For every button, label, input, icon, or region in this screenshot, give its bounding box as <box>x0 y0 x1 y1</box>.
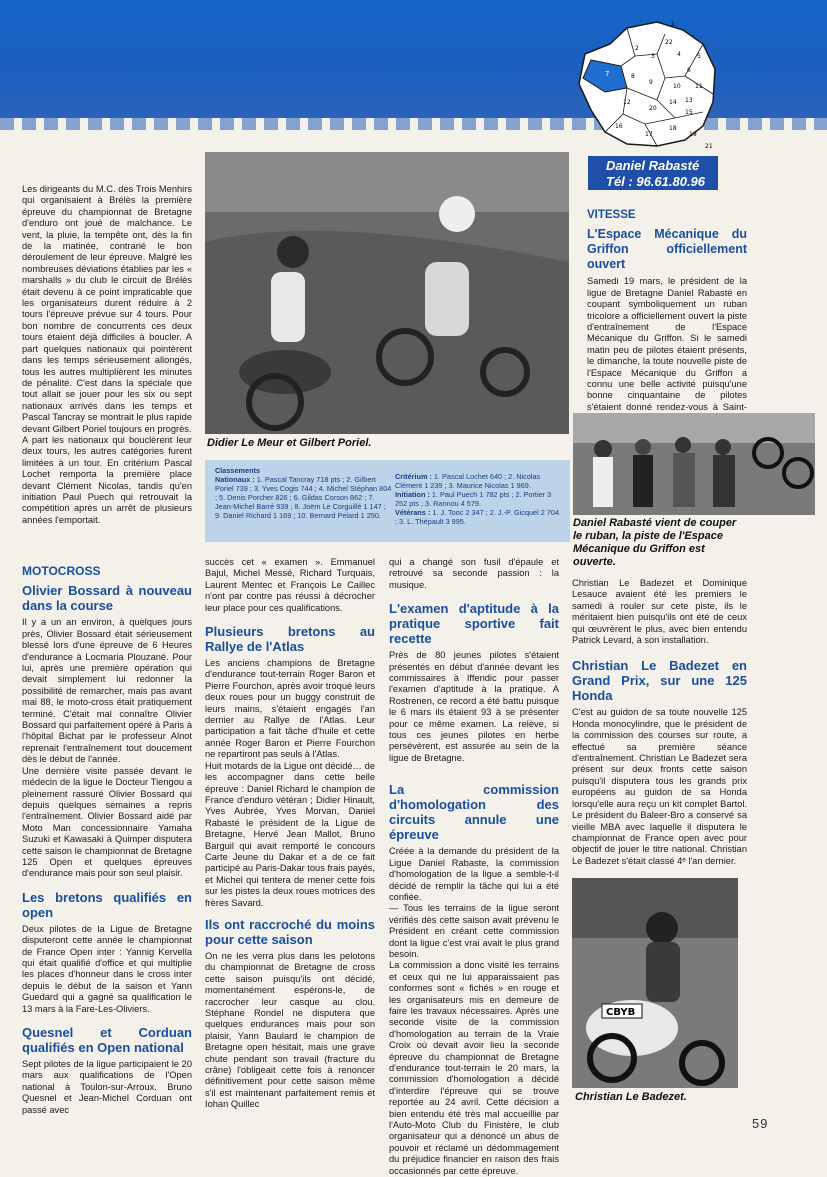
map-region-label: 12 <box>623 99 631 106</box>
map-region-label: 20 <box>649 105 657 112</box>
atlas-title: Plusieurs bretons au Rallye de l'Atlas <box>205 624 375 655</box>
results-label: Vétérans : <box>395 508 431 517</box>
map-region-label: 13 <box>685 97 693 104</box>
map-region-label: 18 <box>669 125 677 132</box>
ribbon-photo-caption: Daniel Rabasté vient de couper le ruban, la piste de l'Espace Mécanique du Griffon est ouverte. <box>573 517 737 568</box>
map-region-label: 16 <box>615 123 623 130</box>
quillec-text: qui a changé son fusil d'épaule et retrouvé sa seconde passion : la musique. <box>389 557 559 590</box>
bajul-text: succès cet « examen ». Emmanuel Bajul, Michel Messé, Richard Turquais, Laurent Mentec et François Le Caillec n'ont par contre pas réussi à décrocher leur place pour ces qualifications. <box>205 557 375 613</box>
contact-name: Daniel Rabasté <box>606 158 700 173</box>
bossard-text-2: Une dernière visite passée devant le médecin de la ligue le Docteur Tiengou a pleinement rassuré Olivier Bossard qui depuis quelques semaines a repris l'entraînement. Olivier Bossard aidé par Moto Man concessionnaire Yamaha Suzuki et Kawasaki à Quimper disputera cette saison le championnat de Bretagne 125 Open et quelques épreuves d'endurance mais pour son seul plaisir. <box>22 765 192 879</box>
results-label: Initiation : <box>395 490 430 499</box>
intro-column <box>22 184 192 526</box>
results-label: Critérium : <box>395 472 432 481</box>
map-region-label: 4 <box>677 51 681 58</box>
contact-badge <box>588 156 718 190</box>
bossard-text: Il y a un an environ, à quelques jours près, Olivier Bossard était sérieusement blessé lors d'une épreuve de 6 Heures d'endurance à Locmaria Plouzané. Pour lui, après une première opération qui devait simplement lui redonner la possibilité de remarcher, mais pas avant mai 88, le moto-cross était pratiquement terminé. C'était mal connaître Olivier Bossard qui parfaitement opéré à Paris à l'hôpital Bichat par le professeur Alnot reprenait l'entraînement tout doucement dès le début de l'année. <box>22 617 192 765</box>
middle-column <box>205 557 375 1111</box>
map-region-label: 21 <box>705 143 713 150</box>
contact-phone: Tél : 96.61.80.96 <box>606 174 706 189</box>
quesnel-title: Quesnel et Corduan qualifiés en Open national <box>22 1025 192 1055</box>
map-region-label: 11 <box>695 83 703 90</box>
atlas-text-2: Huit motards de la Ligue ont décidé… de les accompagner dans cette belle épreuve : Daniel Richard le champion de France d'enduro vétéran ; Didier Hinault, Yves Aubrée, Yves Morvan, Daniel Rabasté le président de la Ligue de Bretagne, Hervé Jean Mallot, Bruno Barguil qui avait remporté le concours Carte Jeune du Dakar et a de ce fait participé au Paris-Dakar tous frais payés, et Michel qui tentera de mener cette fois sur les pistes la deux roues motrices des frères Savard. <box>205 760 375 908</box>
results-title: Classements <box>215 466 261 475</box>
badezet-text: C'est au guidon de sa toute nouvelle 125 Honda monocylindre, que le président de la commission des courses sur route, a effectué sa première séance d'entraînement. Christian Le Badezet sera présent sur deux fronts cette saison puisqu'il disputera tous les grands prix européens au guidon de sa Honda lorsqu'elle aura reçu un kit complet Bartol. Le président du Baleer-Bro a conservé sa vieille MBA avec laquelle il disputera le championnat de France open avec pour objectif de jouer le titre national. Christian Le Badezet s'était classé 4ᵉ l'an dernier. <box>572 707 747 866</box>
map-region-label: 19 <box>689 131 697 138</box>
page-number: 59 <box>752 1116 769 1131</box>
homologation-text-3: La commission a donc visité les terrains et ceux qui ne lui apparaissaient pas conformes sont « fichés » en rouge et les organisateurs mis en demeure de faire les travaux nécessaires. Après une seconde visite de la commission d'homologation au terrain de la Vraie Croix où devait avoir lieu la seconde épreuve du championnat de Bretagne d'endurance tout-terrain le 20 mars, la commission d'homologation a décidé d'interdire l'épreuve qui se trouve reportée au 24 avril. Cette décision a bien entendu été très mal accueillie par l'Auto-Moto Club du Finistère, le club organisateur qui a dénoncé un abus de pouvoir et réclamé un dédommagement du préjudice financier en raison des frais occasionnés par cette épreuve. <box>389 960 559 1176</box>
map-region-label: 1 <box>671 21 675 28</box>
badezet-photo <box>572 878 738 1088</box>
map-region-label: 15 <box>685 109 693 116</box>
map-region-label: 3 <box>651 53 655 60</box>
vitesse-column-2 <box>572 578 747 867</box>
intro-text-2: A part les nationaux qui bouclèrent leur deux tours, les autres catégories furent limitées à un tour. En critérium Pascal Lochet remporta la première place devant Clément Nicolas, tandis qu'en initiation Paul Puech qui retrouvait la compétition après un arrêt de plusieurs années l'emportait. <box>22 434 192 525</box>
bossard-title: Olivier Bossard à nouveau dans la course <box>22 583 192 614</box>
results-initiation: 1. Paul Puech 1 782 pts ; 2. Portier 3 252 pts ; 3. Rannou 4 579. <box>395 490 552 508</box>
open-text: Deux pilotes de la Ligue de Bretagne disputeront cette année le championnat de France Open inter : Yannig Kervella qui était qualifié d'office et qui multiplie les places d'honneur dans le cross inter depuis le début de la saison et Yann Guedard qui a gagné sa qualification le 13 mars à la Fare-Les-Oliviers. <box>22 923 192 1014</box>
ribbon-photo <box>573 413 815 515</box>
map-region-label: 17 <box>645 131 653 138</box>
motocross-column <box>22 560 192 1116</box>
map-region-label: 10 <box>673 83 681 90</box>
homologation-text-2: — Tous les terrains de la ligue seront vérifiés dès cette saison avait prévenu le Président en créant cette commission dont la ligue c'est vrai avait le plus grand besoin. <box>389 903 559 959</box>
map-region-label: 6 <box>687 67 691 74</box>
third-column <box>389 557 559 1177</box>
atlas-text: Les anciens champions de Bretagne d'endurance tout-terrain Roger Baron et Pierre Fourchon, après avoir troqué leurs deux roues pour un buggy construit de leurs mains, s'étaient engagés l'an dernier au Rallye de l'Atlas. Leur participation a fait tâche d'huile et cette année Roger Baron et Pierre Fourchon ne repartiront pas seuls à l'Atlas. <box>205 658 375 760</box>
raccroche-title: Ils ont raccroché du moins pour cette saison <box>205 916 375 947</box>
vitesse-text-2: Christian Le Badezet et Dominique Lesauce avaient été les premiers le samedi à rouler sur cete piste, ils le méritaient bien puisqu'ils ont été de ceux qui œuvrèrent le plus, avec bien entendu Patrick Levard, à son installation. <box>572 578 747 646</box>
raccroche-text: On ne les verra plus dans les pelotons du championnat de Bretagne de cross cette saison puisqu'ils ont décidé, momentanément espérons-le, de raccrocher leur casque au clou. Stéphane Rondel ne disputera que quelques endurances mais pour son plaisir, Yann Baulard le champion de Bretagne open hésitait, mais une grave chute pendant son travail (fracture du crâne) l'obligeait cette fois à renoncer définitivement pour cette saison même s'il est maintenant parfaitement remis et Iohan Quillec <box>205 950 375 1110</box>
results-box <box>205 460 570 542</box>
quesnel-text: Sept pilotes de la ligue participaient le 20 mars aux qualifications de l'Open national à Toulon-sur-Arroux. Bruno Quesnel et Jean-Michel Corduan ont passé avec <box>22 1059 192 1115</box>
map-region-label: 9 <box>649 79 653 86</box>
results-label: Nationaux : <box>215 475 255 484</box>
results-nationaux: 1. Pascal Tancray 718 pts ; 2. Gilbert Poriel 739 ; 3. Yves Cogis 744 ; 4. Michel Stéphan 804 ; 5. Denis Porcher 826 ; 6. Gildas Corson 862 ; 7. Jean-Michel Barré 939 ; 8. Joëm Le Corguillé 1 147 ; 9. Daniel Richard 1 169 ; 10. Bernard Pelard 1 250. <box>215 475 392 520</box>
section-motocross: MOTOCROSS <box>22 564 101 578</box>
badezet-title: Christian Le Badezet en Grand Prix, sur une 125 Honda <box>572 658 747 704</box>
homologation-title: La commission d'homologation des circuits annule une épreuve <box>389 782 559 843</box>
map-region-label: 5 <box>697 53 701 60</box>
map-region-label: 14 <box>669 99 677 106</box>
badezet-photo-caption: Christian Le Badezet. <box>575 1091 687 1103</box>
exam-text: Près de 80 jeunes pilotes s'étaient présentés en début d'année devant les commissaires à Iffendic pour passer l'examen d'aptitude à la pratique. A Rostrenen, ce record a été battu puisque le 6 mars ils étaient 93 à se présenter pour ce même examen. La relève, si tous ces jeunes pilotes en herbe persévèrent, est assurée au sein de la ligue de Bretagne. <box>389 650 559 763</box>
vitesse-column <box>587 204 747 436</box>
map-region-label: 2 <box>635 45 639 52</box>
brittany-region-map <box>565 14 725 152</box>
exam-title: L'examen d'aptitude à la pratique sportive fait recette <box>389 601 559 647</box>
results-criterium: 1. Pascal Lochet 640 ; 2. Nicolas Clément 1 239 ; 3. Maurice Nicolas 1 969. <box>395 472 541 490</box>
vitesse-title: L'Espace Mécanique du Griffon officiellement ouvert <box>587 227 747 272</box>
homologation-text: Créée à la demande du président de la Ligue Daniel Rabaste, la commission d'homologation de la ligue a semble-t-il décidé de remplir la tâche qui lui a été confiée. <box>389 846 559 902</box>
intro-text: Les dirigeants du M.C. des Trois Menhirs qui organisaient à Brélès la première épreuve du championnat de Bretagne d'enduro ont joué de malchance. Le vent, la pluie, la tempête ont, dès la fin de la matinée, contrarié le bon déroulement de leur épreuve. Malgré les nombreuses déviations établies par les « marshalls » du club le circuit de Brélès était devenu à ce point impraticable que les organisateurs durent réduire à 2 tours l'épreuve prévue sur 4 tours. Pour bon nombre de concurrents ces deux tours étaient déjà difficiles à boucler. A part quelques nationaux qui pointèrent dans les temps sérieusement allongés, tous les autres multiplièrent les minutes de pénalité. C'est dans la spéciale que tout allait se jouer pour les six ou sept nationaux arrivés dans les temps et Pascal Tancray se montrait le plus rapide devant Gilbert Poriel toujours en progrès. <box>22 184 192 434</box>
results-veterans: 1. J. Tooc 2 347 ; 2. J.-P. Gicquel 2 704 ; 3. L. Thépault 3 995. <box>395 508 560 526</box>
vitesse-text: Samedi 19 mars, le président de la ligue de Bretagne Daniel Rabasté en coupant symboliquement un ruban tricolore a officiellement ouvert la piste d'entraînement de l'Espace Mécanique du Griffon. Si le samedi matin peu de pilotes étaient présents, le dimanche, la toute nouvelle piste de l'Espace Mécanique du Griffon a connu une belle activité puisqu'une bonne cinquantaine de pilotes s'étaient donné rendez-vous à Saint- <box>587 276 747 412</box>
open-title: Les bretons qualifiés en open <box>22 889 192 920</box>
map-region-label: 7 <box>605 70 610 78</box>
map-region-label: 8 <box>631 73 635 80</box>
section-vitesse: VITESSE <box>587 209 636 221</box>
enduro-photo <box>205 152 569 434</box>
plate-text: CBYB <box>606 1007 636 1018</box>
map-region-label: 22 <box>665 39 673 46</box>
top-photo-caption: Didier Le Meur et Gilbert Poriel. <box>207 437 372 449</box>
